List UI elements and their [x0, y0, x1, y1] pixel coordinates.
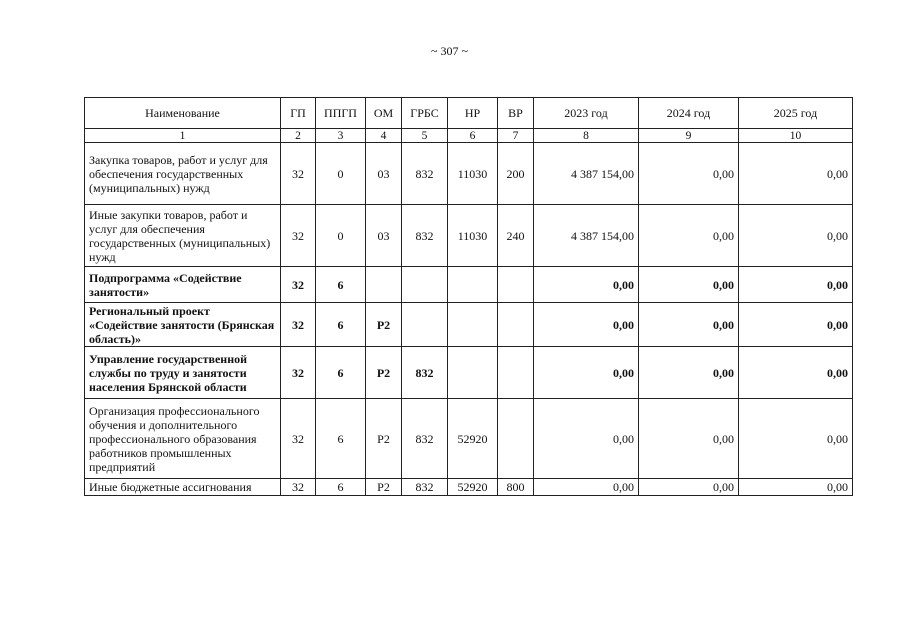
- row-nr: [448, 347, 498, 399]
- row-2025-amount: 0,00: [739, 143, 853, 205]
- row-vr: [498, 399, 534, 479]
- row-2024-amount: 0,00: [639, 205, 739, 267]
- header-vr: ВР: [498, 98, 534, 129]
- row-gp: 32: [281, 399, 316, 479]
- column-number-row: [85, 129, 853, 143]
- row-grbs: 832: [402, 479, 448, 496]
- row-grbs: [402, 267, 448, 303]
- row-2024-amount: 0,00: [639, 143, 739, 205]
- column-number: 9: [639, 129, 739, 143]
- row-name: Управление государственной службы по труду и занятости населения Брянской области: [85, 347, 281, 399]
- column-number: 7: [498, 129, 534, 143]
- page-number: ~ 307 ~: [431, 44, 468, 58]
- row-2025-amount: 0,00: [739, 347, 853, 399]
- row-2023-amount: 4 387 154,00: [534, 205, 639, 267]
- row-ppgp: 6: [316, 399, 366, 479]
- row-gp: 32: [281, 205, 316, 267]
- header-grbs: ГРБС: [402, 98, 448, 129]
- row-2025-amount: 0,00: [739, 399, 853, 479]
- row-vr: [498, 303, 534, 347]
- column-number: 6: [448, 129, 498, 143]
- row-2023-amount: 4 387 154,00: [534, 143, 639, 205]
- row-ppgp: 6: [316, 267, 366, 303]
- column-number: 8: [534, 129, 639, 143]
- row-grbs: 832: [402, 347, 448, 399]
- row-2023-amount: 0,00: [534, 347, 639, 399]
- row-2025-amount: 0,00: [739, 267, 853, 303]
- row-2024-amount: 0,00: [639, 303, 739, 347]
- row-nr: 11030: [448, 143, 498, 205]
- table-row: [85, 303, 853, 347]
- row-name: Иные закупки товаров, работ и услуг для обеспечения государственных (муниципальных) нужд: [85, 205, 281, 267]
- column-number: 2: [281, 129, 316, 143]
- row-name: Региональный проект «Содействие занятости (Брянская область)»: [85, 303, 281, 347]
- row-grbs: 832: [402, 205, 448, 267]
- row-2024-amount: 0,00: [639, 479, 739, 496]
- row-2025-amount: 0,00: [739, 205, 853, 267]
- row-2024-amount: 0,00: [639, 347, 739, 399]
- row-2023-amount: 0,00: [534, 303, 639, 347]
- row-2025-amount: 0,00: [739, 479, 853, 496]
- row-2023-amount: 0,00: [534, 479, 639, 496]
- row-om: P2: [366, 479, 402, 496]
- header-2024: 2024 год: [639, 98, 739, 129]
- table-row: [85, 143, 853, 205]
- header-2025: 2025 год: [739, 98, 853, 129]
- row-name: Закупка товаров, работ и услуг для обеспечения государственных (муниципальных) нужд: [85, 143, 281, 205]
- header-row: [85, 98, 853, 129]
- header-om: ОМ: [366, 98, 402, 129]
- row-name: Организация профессионального обучения и дополнительного профессионального образования работников промышленных предприятий: [85, 399, 281, 479]
- row-vr: [498, 267, 534, 303]
- row-2025-amount: 0,00: [739, 303, 853, 347]
- row-om: [366, 267, 402, 303]
- row-ppgp: 6: [316, 479, 366, 496]
- header-nr: НР: [448, 98, 498, 129]
- row-ppgp: 6: [316, 347, 366, 399]
- row-ppgp: 0: [316, 205, 366, 267]
- row-vr: 800: [498, 479, 534, 496]
- row-2023-amount: 0,00: [534, 399, 639, 479]
- table-row: [85, 347, 853, 399]
- header-name: Наименование: [85, 98, 281, 129]
- row-om: P2: [366, 347, 402, 399]
- column-number: 10: [739, 129, 853, 143]
- row-grbs: 832: [402, 399, 448, 479]
- column-number: 4: [366, 129, 402, 143]
- row-gp: 32: [281, 479, 316, 496]
- row-grbs: [402, 303, 448, 347]
- row-om: P2: [366, 303, 402, 347]
- row-gp: 32: [281, 143, 316, 205]
- header-2023: 2023 год: [534, 98, 639, 129]
- row-nr: 52920: [448, 479, 498, 496]
- row-om: 03: [366, 143, 402, 205]
- budget-table: [84, 97, 853, 496]
- row-gp: 32: [281, 303, 316, 347]
- row-name: Подпрограмма «Содействие занятости»: [85, 267, 281, 303]
- row-vr: 240: [498, 205, 534, 267]
- row-2023-amount: 0,00: [534, 267, 639, 303]
- row-gp: 32: [281, 347, 316, 399]
- table-row: [85, 205, 853, 267]
- row-2024-amount: 0,00: [639, 399, 739, 479]
- row-ppgp: 0: [316, 143, 366, 205]
- row-om: P2: [366, 399, 402, 479]
- row-nr: 11030: [448, 205, 498, 267]
- table-row: [85, 267, 853, 303]
- column-number: 1: [85, 129, 281, 143]
- row-nr: 52920: [448, 399, 498, 479]
- row-2024-amount: 0,00: [639, 267, 739, 303]
- table-body: [85, 143, 853, 496]
- row-ppgp: 6: [316, 303, 366, 347]
- row-om: 03: [366, 205, 402, 267]
- header-ppgp: ППГП: [316, 98, 366, 129]
- column-number: 3: [316, 129, 366, 143]
- row-gp: 32: [281, 267, 316, 303]
- column-number: 5: [402, 129, 448, 143]
- table-row: [85, 479, 853, 496]
- row-nr: [448, 267, 498, 303]
- header-gp: ГП: [281, 98, 316, 129]
- row-name: Иные бюджетные ассигнования: [85, 479, 281, 496]
- row-vr: [498, 347, 534, 399]
- row-nr: [448, 303, 498, 347]
- row-vr: 200: [498, 143, 534, 205]
- table-row: [85, 399, 853, 479]
- row-grbs: 832: [402, 143, 448, 205]
